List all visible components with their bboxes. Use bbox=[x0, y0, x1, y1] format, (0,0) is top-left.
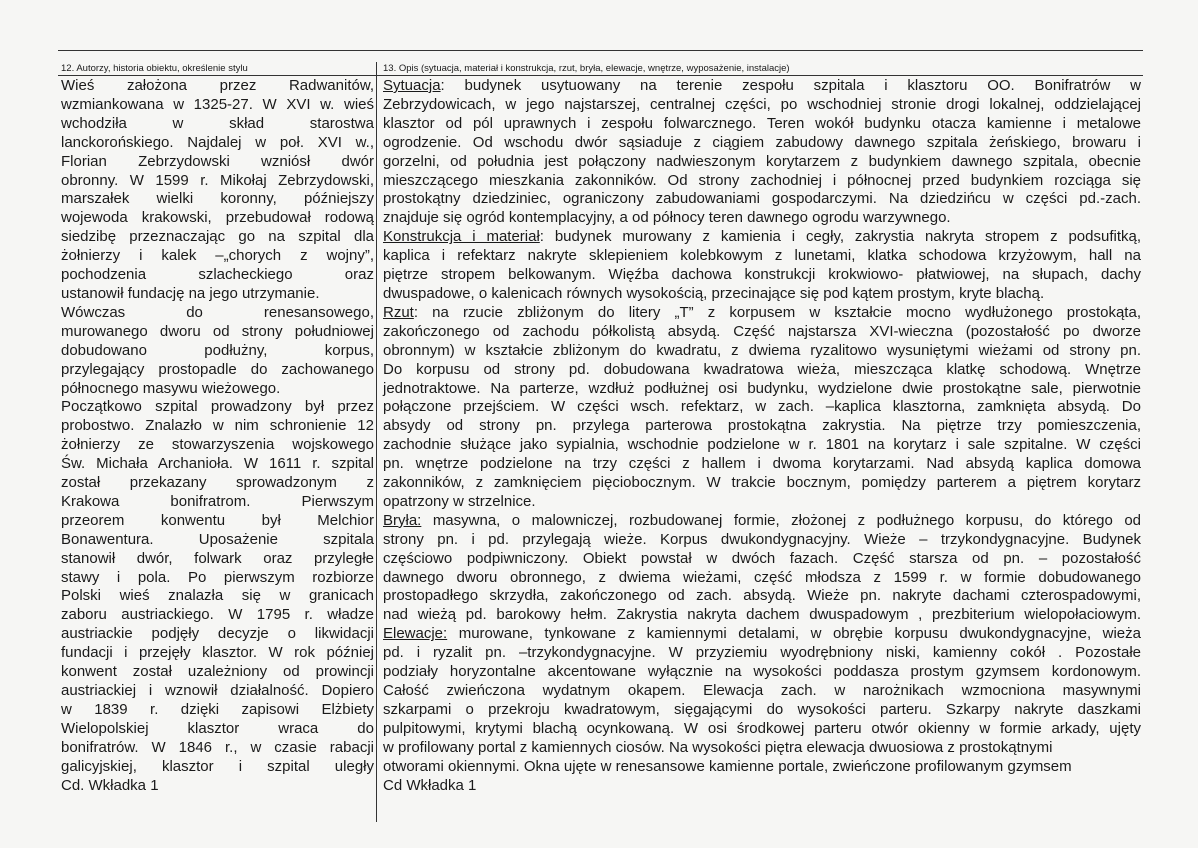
description-line bbox=[383, 569, 1141, 588]
history-line: Polski wieś znalazła się w granicach bbox=[61, 587, 374, 605]
history-line: obronny. W 1599 r. Mikołaj Zebrzydowski, bbox=[61, 171, 374, 189]
description-line bbox=[383, 361, 1141, 380]
history-line: Początkowo szpital prowadzony był przez bbox=[61, 398, 374, 416]
description-line bbox=[383, 663, 1141, 682]
history-line: Wówczas do renesansowego, bbox=[61, 303, 374, 321]
description-line-text: częściowo podpiwniczony. Obiekt powstał w dwóch fazach. Część starsza od pn. – pozostałość bbox=[383, 549, 1141, 567]
description-line-text: połączone przejściem. W części wsch. refektarz, w zach. –kaplica klasztorna, zamknięta absydą. Do bbox=[383, 398, 1141, 416]
description-line-text: pd. i ryzalit pn. –trzykondygnacyjne. W przyziemiu wyodrębniony niski, kamienny cokół . Pozostałe bbox=[383, 644, 1141, 662]
description-line bbox=[383, 304, 1141, 323]
history-line: siedzibę przeznaczając go na szpital dla bbox=[61, 228, 374, 246]
description-line bbox=[383, 777, 1141, 796]
description-line-text: ogrodzenie. Od wschodu dwór sąsiaduje z ciągiem zabudowy dawnego szpitala żeńskiego, browaru i bbox=[383, 133, 1141, 151]
history-line: lanckorońskiego. Najdalej w poł. XVI w., bbox=[61, 133, 374, 151]
history-line: dobudowano podłużny, korpus, bbox=[61, 341, 374, 359]
description-line bbox=[383, 96, 1141, 115]
history-line: Bonawentura. Uposażenie szpitala bbox=[61, 530, 374, 548]
description-line-text: opatrzony w strzelnice. bbox=[383, 492, 536, 510]
description-line bbox=[383, 587, 1141, 606]
description-line-text: masywna, o malowniczej, rozbudowanej formie, złożonej z podłużnego korpusu, do którego od bbox=[421, 511, 1141, 529]
description-line-text: klasztor od pól uprawnych i zespołu folwarcznego. Teren wokół budynku otacza kamienne i metalowe bbox=[383, 114, 1141, 132]
description-line-text: dawnego dworu obronnego, z dwiema wieżami, część młodsza z 1599 r. w formie dobudowanego bbox=[383, 568, 1141, 586]
description-line bbox=[383, 115, 1141, 134]
history-line: wchodziła w skład starostwa bbox=[61, 114, 374, 132]
description-line bbox=[383, 531, 1141, 550]
description-line-text: znajduje się ogród kontemplacyjny, a od północy teren dawnego ogrodu warzywnego. bbox=[383, 209, 951, 227]
description-line bbox=[383, 134, 1141, 153]
history-line: marszałek wielki koronny, późniejszy bbox=[61, 190, 374, 208]
history-line: austriackie podjęły decyzje o likwidacji bbox=[61, 625, 374, 643]
description-line-text: absydy od strony pn. przylega parterowa prostokątna zakrystia. Na piętrze trzy pomieszczenia, bbox=[383, 417, 1141, 435]
description-line bbox=[383, 701, 1141, 720]
description-line bbox=[383, 77, 1141, 96]
description-line-text: : na rzucie zbliżonym do litery „T” z korpusem w kształcie mocno wydłużonego prostokąta, bbox=[413, 303, 1141, 321]
description-header: 13. Opis (sytuacja, materiał i konstrukcja, rzut, bryła, elewacje, wnętrze, wyposażenie, instalacje) bbox=[377, 62, 1143, 76]
description-line-text: Cd Wkładka 1 bbox=[383, 776, 477, 794]
description-line bbox=[383, 606, 1141, 625]
description-line-text: zachodnie służące jako sypialnia, wschodnie podzielone w r. 1801 na korytarz i sale szpitalne. W części bbox=[383, 436, 1141, 454]
description-line bbox=[383, 398, 1141, 417]
history-line: wojewoda krakowski, przebudował rodową bbox=[61, 209, 374, 227]
description-line bbox=[383, 342, 1141, 361]
history-line: pochodzenia szlacheckiego oraz bbox=[61, 266, 374, 284]
description-line bbox=[383, 644, 1141, 663]
description-line-text: strony pn. i pd. przylegają wieże. Korpus dwukondygnacyjny. Wieże – trzykondygnacyjne. Budynek bbox=[383, 530, 1141, 548]
history-line: bonifratrów. W 1846 r., w czasie rabacji bbox=[61, 738, 374, 756]
description-line bbox=[383, 228, 1141, 247]
description-line bbox=[383, 739, 1141, 758]
history-line: wzmiankowana w 1325-27. W XVI w. wieś bbox=[61, 95, 374, 113]
description-line bbox=[383, 455, 1141, 474]
description-line bbox=[383, 474, 1141, 493]
history-line: Krakowa bonifratrom. Pierwszym bbox=[61, 492, 374, 510]
history-line: w 1839 r. dzięki zapisowi Elżbiety bbox=[61, 700, 374, 718]
description-line-text: Do korpusu od strony pd. dobudowana kwadratowa wieża, mieszcząca klatkę schodową. Wnętrze bbox=[383, 360, 1141, 378]
section-heading: Rzut bbox=[383, 303, 414, 321]
history-text bbox=[58, 76, 376, 795]
description-line bbox=[383, 682, 1141, 701]
description-line bbox=[383, 153, 1141, 172]
history-line: ustanowił fundację na jego utrzymanie. bbox=[61, 284, 320, 302]
description-line-text: dwuspadowe, o kalenicach równych wysokością, przecinające się pod kątem prostym, kryte blachą. bbox=[383, 284, 1045, 302]
description-line-text: zakończonego od zachodu półkolistą absydą. Część najstarsza XVI-wieczna (pozostałość po dworze bbox=[383, 322, 1141, 340]
description-line-text: : budynek usytuowany na terenie zespołu szpitala i klasztoru OO. Bonifratrów w bbox=[440, 77, 1141, 94]
history-line: murowanego dworu od strony południowej bbox=[61, 322, 374, 340]
description-line bbox=[383, 190, 1141, 209]
description-line-text: prostopadłego skrzydła, zakończonego od zach. absydą. Wieże pn. nakryte dachami czterospadowymi, bbox=[383, 587, 1141, 605]
description-line-text: obronnym) w kształcie zbliżonym do kwadratu, z dwiema ryzalitowo wysuniętymi wieżami od strony pn. bbox=[383, 341, 1141, 359]
history-line: został przekazany sprowadzonym z bbox=[61, 474, 374, 492]
history-line: zaboru austriackiego. W 1795 r. władze bbox=[61, 606, 374, 624]
history-line: probostwo. Znalazło w nim schronienie 12 bbox=[61, 417, 374, 435]
history-line: Cd. Wkładka 1 bbox=[61, 776, 159, 794]
description-line bbox=[383, 436, 1141, 455]
history-line: żołnierzy i kalek –„chorych z wojny”, bbox=[61, 247, 374, 265]
section-heading: Konstrukcja i materiał bbox=[383, 228, 540, 246]
description-line bbox=[383, 209, 1141, 228]
description-line-text: mieszczącego mieszkania zakonników. Od strony zachodniej i północnej przed budynkiem rozciąga się bbox=[383, 171, 1141, 189]
section-heading: Elewacje: bbox=[383, 625, 448, 643]
history-line: galicyjskiej, klasztor i szpital uległy bbox=[61, 757, 374, 775]
description-line-text: gorzelni, od południa jest połączony nadwieszonym korytarzem z budynkiem dawnego szpitala, obecnie bbox=[383, 152, 1141, 170]
history-line: fundacji i przejęły klasztor. W rok później bbox=[61, 644, 374, 662]
description-line-text: prostokątny dziedziniec, ograniczony zabudowaniami gospodarczymi. Na dziedzińcu w części pd.-zach. bbox=[383, 190, 1141, 208]
top-rule bbox=[58, 50, 1143, 51]
history-line: austriackiej i wznowił działalność. Dopiero bbox=[61, 682, 374, 699]
section-heading: Bryła: bbox=[383, 511, 422, 529]
history-line: żołnierzy ze stowarzyszenia wojskowego bbox=[61, 436, 374, 454]
description-line bbox=[383, 247, 1141, 266]
description-line-text: pulpitowymi, krytymi blachą ocynkowaną. W osi środkowej parteru otwór okienny w formie arkady, ujęty bbox=[383, 719, 1141, 737]
history-line: stanowił dwór, folwark oraz przyległe bbox=[61, 549, 374, 567]
description-line bbox=[383, 323, 1141, 342]
description-line bbox=[383, 720, 1141, 739]
history-line: stawy i pola. Po pierwszym rozbiorze bbox=[61, 568, 374, 586]
history-line: Św. Michała Archanioła. W 1611 r. szpital bbox=[61, 455, 374, 473]
description-line-text: : budynek murowany z kamienia i cegły, zakrystia nakryta stropem z podsufitką, bbox=[539, 228, 1141, 246]
history-line: konwent został uzależniony od prowincji bbox=[61, 663, 374, 681]
description-line-text: kaplica i refektarz nakryte sklepieniem kolebkowym z lunetami, klatka schodowa krzyżowym, hall na bbox=[383, 247, 1141, 265]
description-line-text: szkarpami o przekroju kwadratowym, sięgającymi do wysokości parteru. Szkarpy nakryte daszkami bbox=[383, 700, 1141, 718]
description-line-text: zakonników, z zamknięciem pięciobocznym. W trakcie bocznym, pomiędzy parterem a piętrem korytarz bbox=[383, 474, 1141, 492]
history-line: przylegający prostopadle do zachowanego bbox=[61, 360, 374, 378]
description-line-text: pn. wnętrze podzielone na trzy części z hallem i dwoma korytarzami. Nad absydą kaplica domowa bbox=[383, 455, 1141, 473]
description-line bbox=[383, 550, 1141, 569]
description-line-text: w profilowany portal z kamiennych ciosów. Na wysokości piętra elewacja dwuosiowa z prostokątnymi bbox=[383, 738, 1053, 756]
description-line-text: piętrze stropem belkowanym. Więźba dachowa konstrukcji krokwiowo- płatwiowej, na słupach, dachy bbox=[383, 266, 1141, 284]
description-line-text: otworami okiennymi. Okna ujęte w renesansowe kamienne portale, zwieńczone profilowanym gzymsem bbox=[383, 757, 1072, 775]
history-header: 12. Autorzy, historia obiektu, określenie stylu bbox=[58, 62, 376, 76]
history-line: północnego masywu wieżowego. bbox=[61, 379, 281, 397]
history-line: Wielopolskiej klasztor wraca do bbox=[61, 719, 374, 737]
description-line-text: jednotraktowe. Na parterze, wzdłuż podłużnej osi budynku, wydzielone dwie prostokątne sale, pierwotnie bbox=[383, 379, 1141, 397]
description-line bbox=[383, 512, 1141, 531]
description-line bbox=[383, 493, 1141, 512]
description-line-text: Zebrzydowicach, w jego najstarszej, centralnej części, po wschodniej stronie drogi lokalnej, oddzielającej bbox=[383, 95, 1141, 113]
description-line bbox=[383, 758, 1141, 777]
history-column bbox=[58, 62, 377, 822]
history-line: przeorem konwentu był Melchior bbox=[61, 511, 374, 529]
description-line-text: Całość zwieńczona wydatnym okapem. Elewacja zach. w narożnikach wzmocniona masywnymi bbox=[383, 682, 1141, 699]
description-line-text: murowane, tynkowane z kamiennymi detalami, w obrębie korpusu dwukondygnacyjne, wieża bbox=[447, 625, 1141, 643]
description-line bbox=[383, 172, 1141, 191]
section-heading: Sytuacja bbox=[383, 77, 441, 94]
description-text bbox=[377, 76, 1143, 795]
description-line-text: nad wieżą pd. barokowy hełm. Zakrystia nakryta dachem dwuspadowym , prezbiterium wielopołaciowym. bbox=[383, 606, 1141, 624]
description-column bbox=[377, 62, 1143, 822]
description-line bbox=[383, 417, 1141, 436]
description-line bbox=[383, 380, 1141, 399]
description-line bbox=[383, 266, 1141, 285]
description-line bbox=[383, 625, 1141, 644]
history-line: Florian Zebrzydowski wzniósł dwór bbox=[61, 152, 374, 170]
description-line bbox=[383, 285, 1141, 304]
description-line-text: podziały horyzontalne akcentowane wyłącznie na wysokości poddasza prostym gzymsem kordonowym. bbox=[383, 663, 1141, 681]
history-line: Wieś założona przez Radwanitów, bbox=[61, 77, 374, 94]
